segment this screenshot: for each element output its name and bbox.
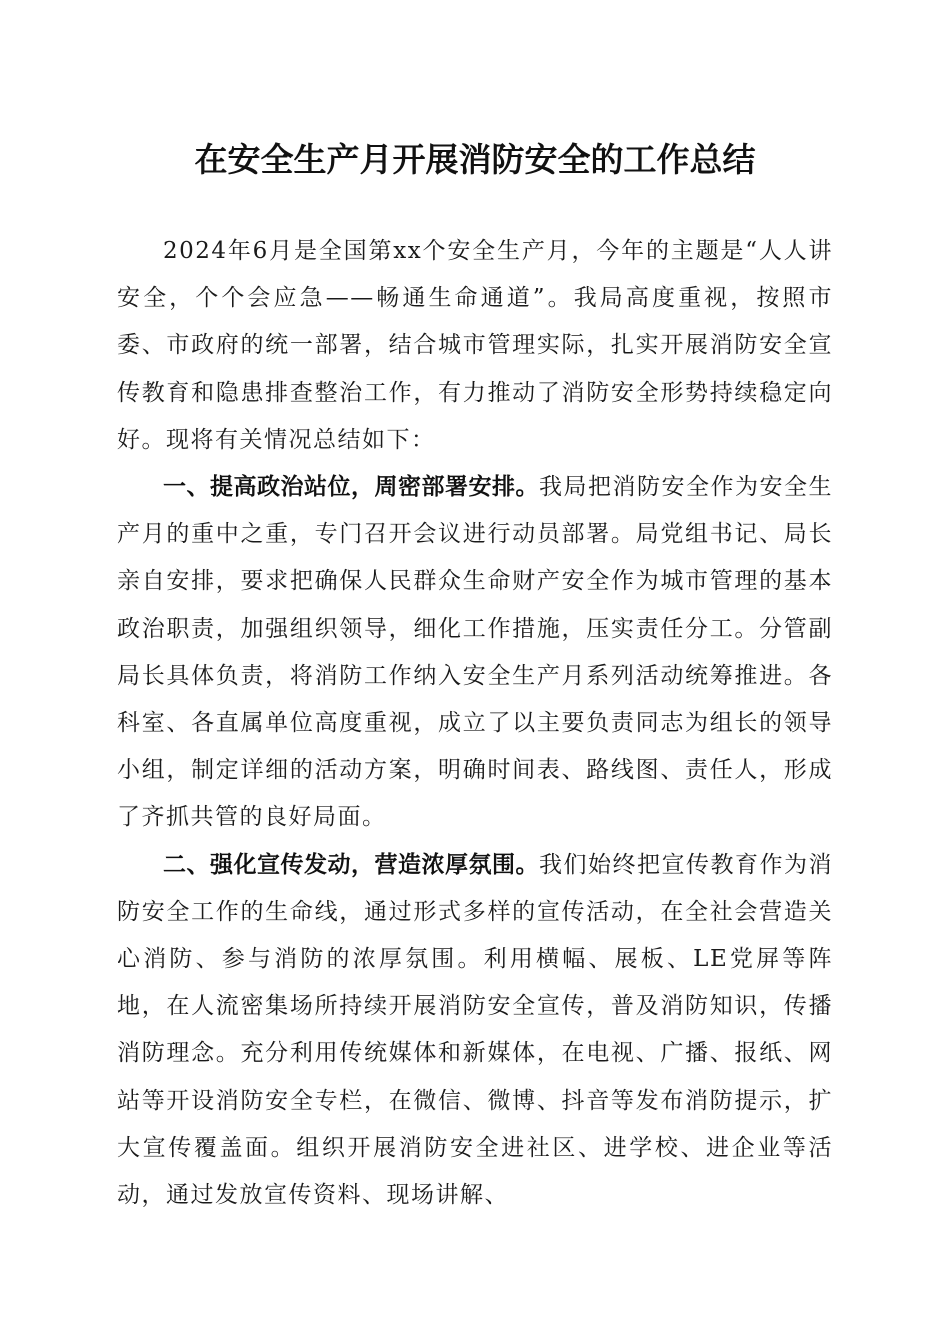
section-text-1: 我局把消防安全作为安全生产月的重中之重，专门召开会议进行动员部署。局党组书记、局长亲自安排，要求把确保人民群众生命财产安全作为城市管理的基本政治职责，加强组织领导，细化工作措施，压实责任分工。分管副局长具体负责，将消防工作纳入安全生产月系列活动统筹推进。各科室、各直属单位高度重视，成立了以主要负责同志为组长的领导小组，制定详细的活动方案，明确时间表、路线图、责任人，形成了齐抓共管的良好局面。 bbox=[117, 474, 833, 831]
section-heading-1: 一、提高政治站位，周密部署安排。 bbox=[163, 474, 539, 501]
document-body bbox=[117, 228, 833, 1219]
section-paragraph-2 bbox=[117, 842, 833, 1220]
section-paragraph-1 bbox=[117, 464, 833, 842]
section-text-2: 我们始终把宣传教育作为消防安全工作的生命线，通过形式多样的宣传活动，在全社会营造关心消防、参与消防的浓厚氛围。利用横幅、展板、LE党屏等阵地，在人流密集场所持续开展消防安全宣传，普及消防知识，传播消防理念。充分利用传统媒体和新媒体，在电视、广播、报纸、网站等开设消防安全专栏，在微信、微博、抖音等发布消防提示，扩大宣传覆盖面。组织开展消防安全进社区、进学校、进企业等活动，通过发放宣传资料、现场讲解、 bbox=[117, 851, 833, 1209]
intro-text: 2024年6月是全国第xx个安全生产月，今年的主题是“人人讲安全，个个会应急——畅通生命通道”。我局高度重视，按照市委、市政府的统一部署，结合城市管理实际，扎实开展消防安全宣传教育和隐患排查整治工作，有力推动了消防安全形势持续稳定向好。现将有关情况总结如下： bbox=[117, 238, 833, 453]
intro-paragraph bbox=[117, 228, 833, 464]
document-title: 在安全生产月开展消防安全的工作总结 bbox=[194, 140, 756, 179]
section-heading-2: 二、强化宣传发动，营造浓厚氛围。 bbox=[163, 851, 539, 878]
